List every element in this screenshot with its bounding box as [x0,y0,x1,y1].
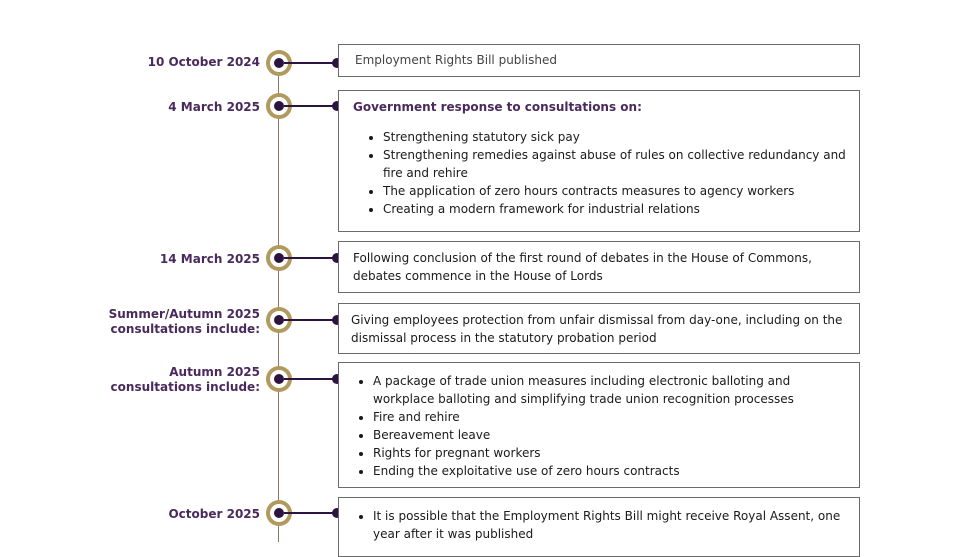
entry-title: Government response to consultations on: [353,100,642,114]
entry-box [338,303,860,354]
date-label [60,307,260,337]
connector [284,105,337,107]
list-item: • It is possible that the Employment Rights Bill might receive Royal Assent, one year after it was published [373,507,847,543]
bullet-list [353,372,847,480]
date-label: 10 October 2024 [147,55,260,69]
entry-box [338,241,860,293]
connector [284,257,337,259]
bullet-list [353,507,847,543]
date-label: 4 March 2025 [168,100,260,114]
entry-text: Following conclusion of the first round of debates in the House of Commons, debates commence in the House of Lords [353,251,812,283]
connector [284,319,337,321]
entry-box [338,90,860,232]
date-label [60,365,260,395]
date-label: 14 March 2025 [159,252,260,266]
list-item: • Ending the exploitative use of zero hours contracts [373,462,847,480]
date-label: October 2025 [168,507,260,521]
date-label-line: Autumn 2025 [169,365,260,379]
list-item: • The application of zero hours contracts measures to agency workers [383,182,847,200]
connector [284,378,337,380]
list-item: • Strengthening remedies against abuse of rules on collective redundancy and fire and rehire [383,146,847,182]
entry-text: Employment Rights Bill published [355,53,557,67]
list-item: • Rights for pregnant workers [373,444,847,462]
entry-box [338,44,860,77]
entry-box [338,497,860,557]
date-label-line: consultations include: [110,380,260,394]
list-item: • Bereavement leave [373,426,847,444]
entry-box [338,362,860,488]
list-item: • Fire and rehire [373,408,847,426]
connector [284,62,337,64]
bullet-list [353,128,847,218]
date-label-line: Summer/Autumn 2025 [108,307,260,321]
list-item: • Strengthening statutory sick pay [383,128,847,146]
list-item: • Creating a modern framework for industrial relations [383,200,847,218]
timeline-line [278,62,279,542]
list-item: • A package of trade union measures including electronic balloting and workplace balloting and simplifying trade union recognition processes [373,372,847,408]
date-label-line: consultations include: [110,322,260,336]
connector [284,512,337,514]
entry-text: Giving employees protection from unfair dismissal from day-one, including on the dismissal process in the statutory probation period [351,313,843,345]
